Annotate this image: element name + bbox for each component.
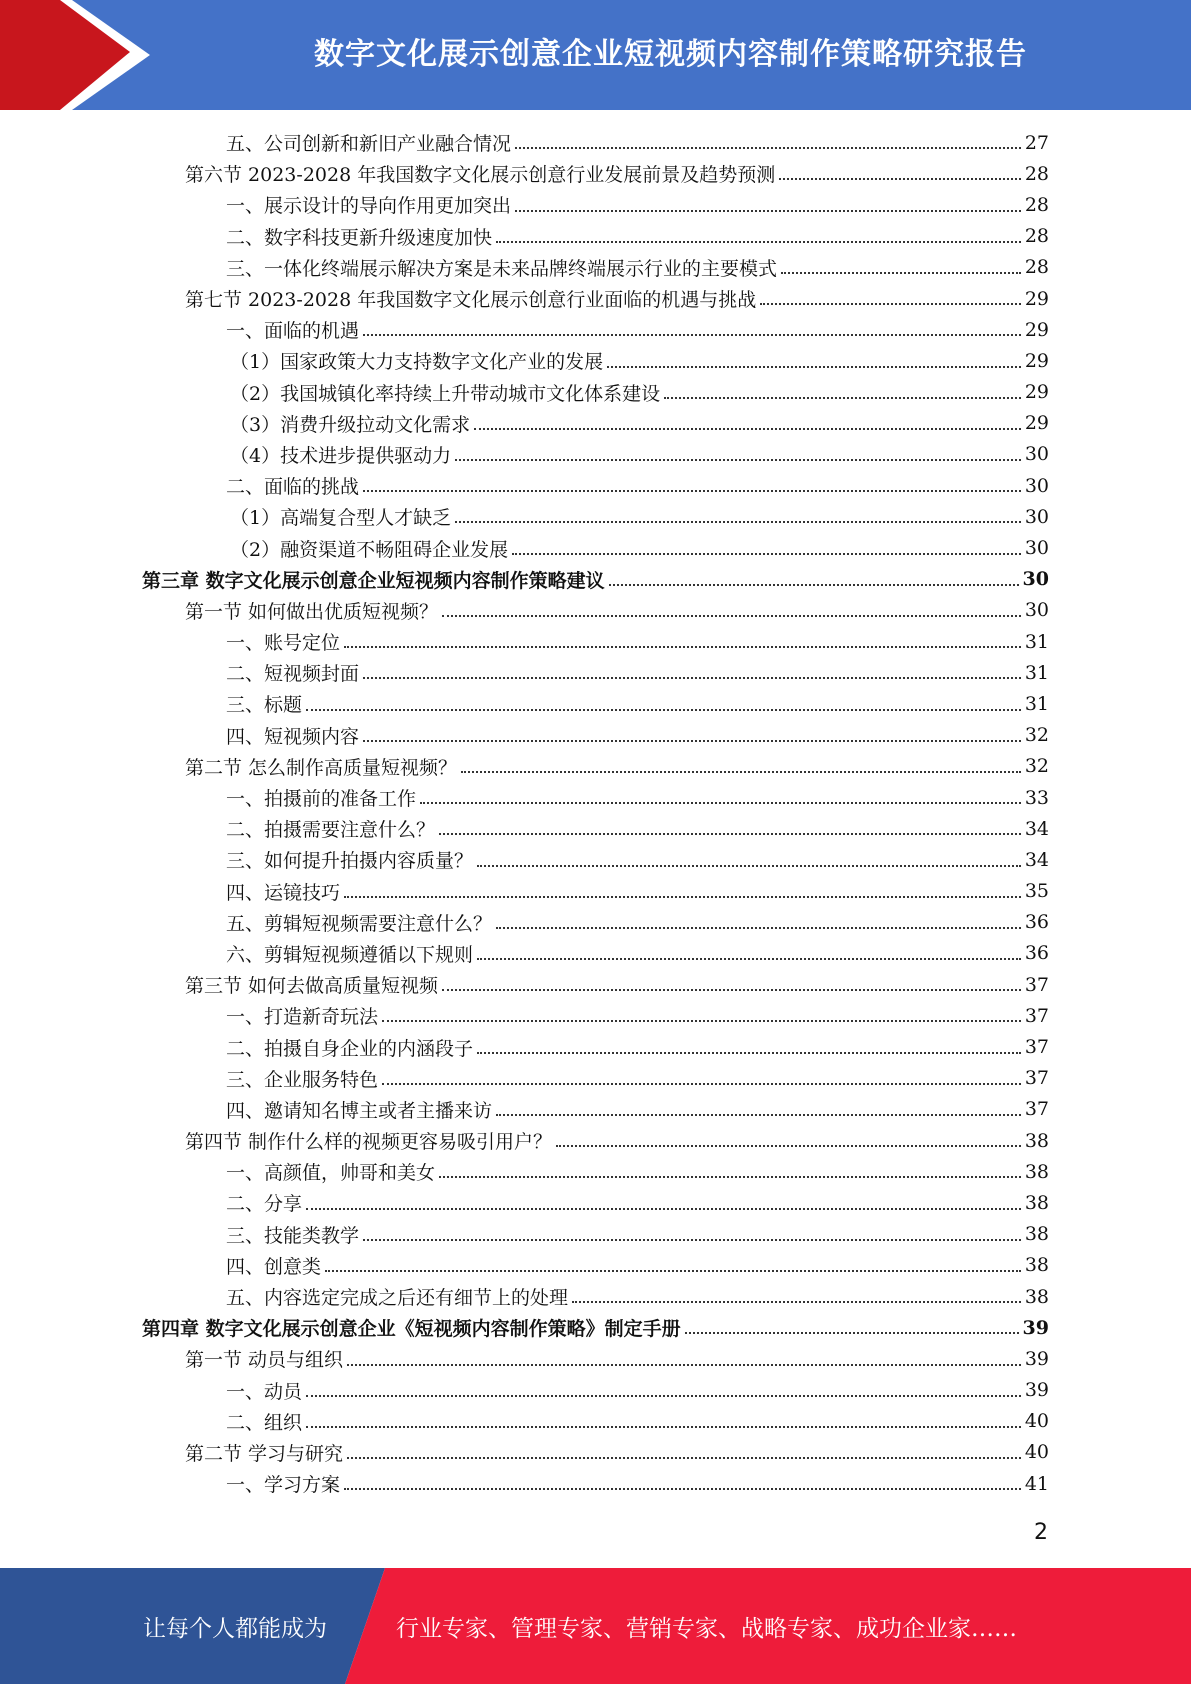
toc-entry[interactable] [142, 595, 1049, 626]
toc-entry-page: 38 [1024, 1129, 1049, 1152]
toc-dot-leader [344, 895, 1021, 898]
toc-entry[interactable] [142, 1312, 1049, 1343]
toc-entry-page: 36 [1024, 942, 1049, 965]
toc-entry-title: 四、短视频内容 [226, 725, 360, 748]
toc-dot-leader [363, 333, 1021, 336]
toc-entry[interactable] [142, 408, 1049, 439]
toc-entry[interactable] [142, 189, 1049, 220]
toc-entry-page: 41 [1024, 1472, 1049, 1495]
toc-entry-page: 30 [1024, 443, 1049, 466]
toc-dot-leader [363, 676, 1021, 679]
toc-entry[interactable] [142, 1094, 1049, 1125]
toc-dot-leader [439, 1175, 1021, 1178]
toc-entry-page: 36 [1024, 911, 1049, 934]
toc-entry-page: 28 [1024, 193, 1049, 216]
toc-dot-leader [607, 365, 1021, 368]
toc-dot-leader [363, 1238, 1021, 1241]
toc-dot-leader [442, 614, 1021, 617]
toc-dot-leader [609, 583, 1019, 586]
toc-entry-page: 40 [1024, 1410, 1049, 1433]
toc-entry-title: 三、标题 [226, 694, 303, 717]
toc-entry[interactable] [142, 501, 1049, 532]
toc-dot-leader [420, 801, 1021, 804]
toc-entry-title: 一、打造新奇玩法 [226, 1006, 379, 1029]
toc-dot-leader [382, 1019, 1021, 1022]
toc-entry[interactable] [142, 1406, 1049, 1437]
toc-dot-leader [760, 302, 1021, 305]
toc-entry-page: 28 [1024, 162, 1049, 185]
toc-entry[interactable] [142, 158, 1049, 189]
toc-entry-page: 30 [1024, 537, 1049, 560]
table-of-contents [142, 127, 1049, 1499]
toc-entry-title: 四、创意类 [226, 1255, 322, 1278]
toc-entry-title: 二、组织 [226, 1411, 303, 1434]
toc-entry-page: 37 [1024, 1004, 1049, 1027]
toc-dot-leader [477, 957, 1021, 960]
toc-entry-page: 32 [1024, 755, 1049, 778]
toc-entry-title: 一、展示设计的导向作用更加突出 [226, 195, 512, 218]
toc-entry-page: 29 [1024, 318, 1049, 341]
toc-entry[interactable] [142, 720, 1049, 751]
toc-entry[interactable] [142, 564, 1049, 595]
toc-entry-title: 二、分享 [226, 1193, 303, 1216]
toc-entry-page: 29 [1024, 412, 1049, 435]
toc-entry-page: 37 [1024, 1098, 1049, 1121]
toc-entry-title: 二、拍摄需要注意什么？ [226, 819, 436, 842]
toc-entry[interactable] [142, 252, 1049, 283]
toc-entry[interactable] [142, 1125, 1049, 1156]
toc-entry-page: 31 [1024, 630, 1049, 653]
toc-entry-title: 二、数字科技更新升级速度加快 [226, 226, 493, 249]
toc-entry-title: 第一节 如何做出优质短视频？ [185, 600, 439, 623]
toc-dot-leader [779, 177, 1021, 180]
footer-slogan-right: 行业专家、管理专家、营销专家、战略专家、成功企业家…… [396, 1615, 1017, 1642]
toc-entry-title: 二、拍摄自身企业的内涵段子 [226, 1037, 474, 1060]
toc-dot-leader [363, 739, 1021, 742]
toc-entry-page: 29 [1024, 381, 1049, 404]
toc-dot-leader [306, 1425, 1021, 1428]
toc-entry-title: （3）消费升级拉动文化需求 [230, 413, 471, 436]
toc-entry-title: 五、内容选定完成之后还有细节上的处理 [226, 1287, 569, 1310]
toc-dot-leader [781, 271, 1021, 274]
toc-entry-page: 38 [1024, 1191, 1049, 1214]
toc-entry[interactable] [142, 1219, 1049, 1250]
toc-entry-page: 29 [1024, 349, 1049, 372]
toc-entry-title: 第七节 2023-2028 年我国数字文化展示创意行业面临的机遇与挑战 [185, 289, 757, 312]
toc-entry-page: 37 [1024, 1067, 1049, 1090]
toc-entry-page: 31 [1024, 661, 1049, 684]
toc-entry[interactable] [142, 876, 1049, 907]
toc-entry-page: 30 [1024, 505, 1049, 528]
toc-entry[interactable] [142, 1437, 1049, 1468]
toc-entry[interactable] [142, 532, 1049, 563]
toc-entry-title: 三、如何提升拍摄内容质量？ [226, 850, 474, 873]
toc-entry[interactable] [142, 657, 1049, 688]
toc-entry-page: 32 [1024, 724, 1049, 747]
toc-dot-leader [455, 520, 1021, 523]
toc-entry[interactable] [142, 844, 1049, 875]
document-title: 数字文化展示创意企业短视频内容制作策略研究报告 [314, 37, 1027, 72]
toc-entry[interactable] [142, 813, 1049, 844]
toc-entry-page: 38 [1024, 1254, 1049, 1277]
toc-dot-leader [515, 146, 1021, 149]
toc-entry-title: 第二节 学习与研究 [185, 1442, 344, 1465]
toc-dot-leader [306, 1207, 1021, 1210]
page-number: 2 [1034, 1520, 1048, 1545]
toc-entry[interactable] [142, 1187, 1049, 1218]
toc-entry[interactable] [142, 1063, 1049, 1094]
toc-dot-leader [461, 770, 1021, 773]
toc-dot-leader [572, 1300, 1021, 1303]
toc-entry[interactable] [142, 1375, 1049, 1406]
toc-dot-leader [477, 1051, 1021, 1054]
toc-entry[interactable] [142, 626, 1049, 657]
toc-entry-page: 37 [1024, 973, 1049, 996]
toc-entry-page: 39 [1024, 1379, 1049, 1402]
toc-entry[interactable] [142, 1000, 1049, 1031]
toc-entry-page: 34 [1024, 848, 1049, 871]
footer-slogan-left: 让每个人都能成为 [143, 1615, 327, 1642]
toc-entry-title: 第一节 动员与组织 [185, 1349, 344, 1372]
toc-dot-leader [325, 1269, 1021, 1272]
toc-entry-page: 27 [1024, 131, 1049, 154]
toc-entry-title: 五、公司创新和新旧产业融合情况 [226, 133, 512, 156]
toc-dot-leader [556, 1144, 1021, 1147]
toc-entry[interactable] [142, 938, 1049, 969]
toc-entry-title: （1）高端复合型人才缺乏 [230, 507, 452, 530]
toc-entry[interactable] [142, 345, 1049, 376]
toc-entry[interactable] [142, 1250, 1049, 1281]
toc-entry[interactable] [142, 1156, 1049, 1187]
toc-entry-title: （2）融资渠道不畅阻碍企业发展 [230, 538, 509, 561]
toc-entry-title: 二、短视频封面 [226, 663, 360, 686]
toc-entry-title: 第二节 怎么制作高质量短视频？ [185, 756, 458, 779]
toc-entry-page: 28 [1024, 225, 1049, 248]
toc-entry-page: 38 [1024, 1285, 1049, 1308]
toc-entry[interactable] [142, 314, 1049, 345]
toc-dot-leader [477, 864, 1021, 867]
toc-entry[interactable] [142, 377, 1049, 408]
toc-entry-page: 38 [1024, 1223, 1049, 1246]
toc-entry-title: 三、企业服务特色 [226, 1068, 379, 1091]
toc-entry-title: 六、剪辑短视频遵循以下规则 [226, 943, 474, 966]
toc-entry[interactable] [142, 688, 1049, 719]
toc-entry-page: 28 [1024, 256, 1049, 279]
toc-entry-title: 第三章 数字文化展示创意企业短视频内容制作策略建议 [142, 569, 605, 592]
toc-entry-page: 30 [1022, 568, 1049, 591]
toc-entry-page: 33 [1024, 786, 1049, 809]
toc-dot-leader [496, 926, 1021, 929]
toc-entry-title: 一、拍摄前的准备工作 [226, 788, 417, 811]
toc-entry-page: 30 [1024, 599, 1049, 622]
toc-dot-leader [439, 832, 1021, 835]
toc-entry[interactable] [142, 221, 1049, 252]
toc-dot-leader [664, 396, 1021, 399]
page-header [0, 0, 1191, 110]
toc-entry-page: 31 [1024, 692, 1049, 715]
toc-entry-title: 一、学习方案 [226, 1474, 341, 1497]
toc-entry-page: 39 [1022, 1316, 1049, 1339]
toc-entry-page: 37 [1024, 1036, 1049, 1059]
toc-entry[interactable] [142, 127, 1049, 158]
toc-entry[interactable] [142, 1343, 1049, 1374]
toc-dot-leader [344, 1487, 1021, 1490]
toc-entry-title: 三、技能类教学 [226, 1224, 360, 1247]
toc-dot-leader [496, 1113, 1021, 1116]
toc-entry-page: 40 [1024, 1441, 1049, 1464]
toc-entry-title: （2）我国城镇化率持续上升带动城市文化体系建设 [230, 382, 661, 405]
toc-entry[interactable] [142, 782, 1049, 813]
toc-entry-title: （4）技术进步提供驱动力 [230, 444, 452, 467]
toc-entry-title: 第四章 数字文化展示创意企业《短视频内容制作策略》制定手册 [142, 1318, 681, 1341]
toc-entry-title: 第四节 制作什么样的视频更容易吸引用户？ [185, 1131, 553, 1154]
toc-entry-title: 一、面临的机遇 [226, 320, 360, 343]
toc-entry-title: 四、运镜技巧 [226, 881, 341, 904]
toc-entry-page: 39 [1024, 1347, 1049, 1370]
toc-entry-title: 一、动员 [226, 1380, 303, 1403]
toc-entry-title: 第三节 如何去做高质量短视频 [185, 975, 439, 998]
toc-entry-title: 二、面临的挑战 [226, 476, 360, 499]
toc-entry[interactable] [142, 1281, 1049, 1312]
toc-dot-leader [347, 1456, 1021, 1459]
toc-entry[interactable] [142, 751, 1049, 782]
toc-entry[interactable] [142, 1468, 1049, 1499]
toc-entry[interactable] [142, 907, 1049, 938]
toc-entry-page: 30 [1024, 474, 1049, 497]
toc-dot-leader [306, 1394, 1021, 1397]
toc-dot-leader [455, 458, 1021, 461]
toc-entry[interactable] [142, 969, 1049, 1000]
toc-dot-leader [515, 209, 1021, 212]
toc-entry[interactable] [142, 1031, 1049, 1062]
toc-entry-page: 34 [1024, 817, 1049, 840]
page-footer [0, 1568, 1191, 1684]
toc-dot-leader [347, 1363, 1021, 1366]
toc-entry-title: 一、高颜值，帅哥和美女 [226, 1162, 436, 1185]
toc-dot-leader [685, 1331, 1019, 1334]
toc-entry-page: 35 [1024, 880, 1049, 903]
toc-entry-page: 29 [1024, 287, 1049, 310]
toc-dot-leader [496, 240, 1021, 243]
toc-entry-page: 38 [1024, 1160, 1049, 1183]
toc-entry[interactable] [142, 470, 1049, 501]
toc-entry-title: 一、账号定位 [226, 632, 341, 655]
toc-entry-title: 三、一体化终端展示解决方案是未来品牌终端展示行业的主要模式 [226, 257, 778, 280]
toc-dot-leader [382, 1082, 1021, 1085]
toc-entry-title: 五、剪辑短视频需要注意什么？ [226, 912, 493, 935]
toc-dot-leader [512, 552, 1021, 555]
toc-entry-title: （1）国家政策大力支持数字文化产业的发展 [230, 351, 604, 374]
toc-dot-leader [363, 489, 1021, 492]
toc-dot-leader [306, 708, 1021, 711]
toc-dot-leader [442, 988, 1021, 991]
toc-entry-title: 第六节 2023-2028 年我国数字文化展示创意行业发展前景及趋势预测 [185, 164, 776, 187]
toc-entry[interactable] [142, 439, 1049, 470]
toc-entry-title: 四、邀请知名博主或者主播来访 [226, 1099, 493, 1122]
toc-dot-leader [344, 645, 1021, 648]
toc-dot-leader [474, 427, 1021, 430]
toc-entry[interactable] [142, 283, 1049, 314]
